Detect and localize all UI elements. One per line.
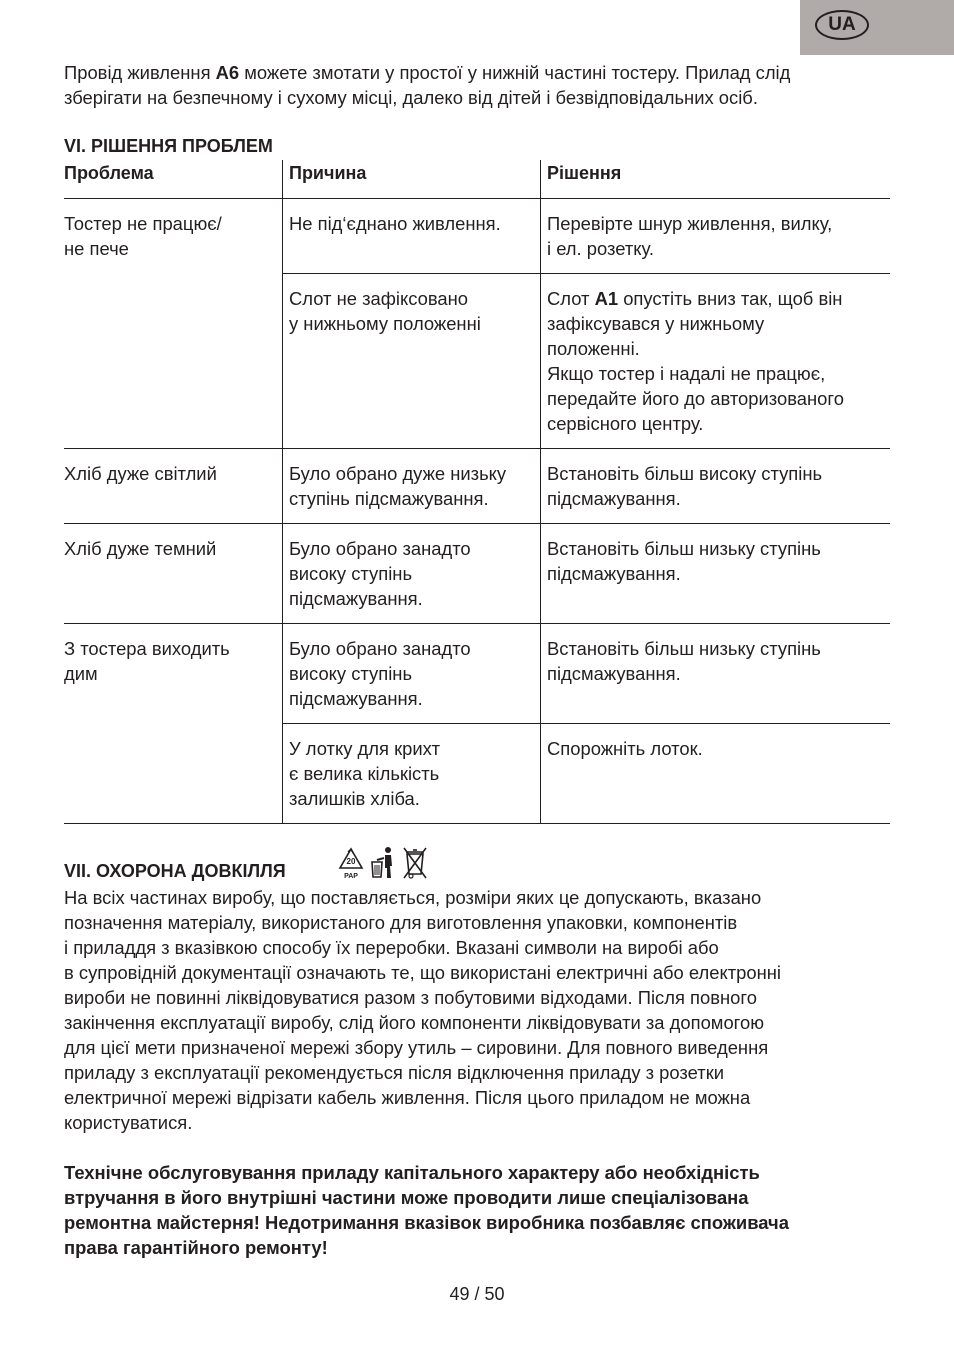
solution-text: Перевірте шнур живлення, вилку, — [547, 213, 833, 234]
environment-text: електричної мережі відрізати кабель живлення. Після цього приладом не можна — [64, 1087, 751, 1108]
cause-text: Не під‘єднано живлення. — [289, 213, 501, 234]
cause-cell — [283, 199, 541, 274]
solution-text: сервісного центру. — [547, 413, 704, 434]
environment-text: вироби не повинні ліквідовуватися разом з побутовими відходами. Після повного — [64, 987, 757, 1008]
crossed-out-wheelie-bin-icon — [401, 846, 429, 885]
table-row — [64, 624, 890, 724]
cause-text: Було обрано занадто — [289, 638, 471, 659]
page-number: 49 / 50 — [449, 1284, 505, 1304]
solution-cell — [541, 624, 891, 724]
table-row — [64, 524, 890, 624]
solution-text: Встановіть більш високу ступінь — [547, 463, 823, 484]
recycle-20-pap-icon — [337, 846, 365, 887]
solution-text: підсмажування. — [547, 563, 681, 584]
solution-text: опустіть вниз так, щоб він — [618, 288, 843, 309]
intro-paragraph — [64, 60, 894, 110]
table-row — [64, 449, 890, 524]
cause-cell — [283, 724, 541, 824]
intro-text: можете змотати у простої у нижній частині тостеру. Прилад слід — [239, 62, 791, 83]
solution-cell — [541, 274, 891, 449]
column-header-solution: Рішення — [541, 160, 891, 199]
problem-text: не пече — [64, 238, 129, 259]
problem-text: дим — [64, 663, 98, 684]
cause-cell — [283, 624, 541, 724]
environment-text: в супровідній документації означають те, що використані електричні або електронні — [64, 962, 781, 983]
intro-text: Провід живлення — [64, 62, 216, 83]
cause-text: у нижньому положенні — [289, 313, 481, 334]
section-title-environment: VII. ОХОРОНА ДОВКІЛЛЯ — [64, 861, 286, 881]
warning-text: Технічне обслуговування приладу капітального характеру або необхідність — [64, 1162, 760, 1183]
solution-text: підсмажування. — [547, 663, 681, 684]
recycle-code: 20 — [346, 857, 356, 866]
cause-text: високу ступінь — [289, 663, 413, 684]
intro-text: зберігати на безпечному і сухому місці, далеко від дітей і безвідповідальних осіб. — [64, 87, 758, 108]
troubleshooting-table — [64, 160, 890, 824]
cause-text: є велика кількість — [289, 763, 440, 784]
problem-text: Тостер не працює/ — [64, 213, 222, 234]
cause-text: ступінь підсмажування. — [289, 488, 489, 509]
problem-cell — [64, 524, 283, 624]
cause-text: підсмажування. — [289, 688, 423, 709]
problem-cell — [64, 199, 283, 449]
column-header-problem: Проблема — [64, 160, 283, 199]
environment-text: позначення матеріалу, використаного для виготовлення упаковки, компонентів — [64, 912, 738, 933]
recycle-material: PAP — [344, 873, 358, 880]
solution-cell — [541, 449, 891, 524]
cause-text: Було обрано дуже низьку — [289, 463, 507, 484]
environment-text: і приладдя з вказівкою способу їх переробки. Вказані символи на виробі або — [64, 937, 719, 958]
cause-cell — [283, 274, 541, 449]
cause-text: Слот не зафіксовано — [289, 288, 469, 309]
solution-text: Якщо тостер і надалі не працює, — [547, 363, 826, 384]
column-header-cause: Причина — [283, 160, 541, 199]
problem-text: Хліб дуже темний — [64, 538, 217, 559]
cause-text: Було обрано занадто — [289, 538, 471, 559]
solution-text: положенні. — [547, 338, 640, 359]
part-ref-a1: A1 — [594, 288, 619, 309]
cause-text: підсмажування. — [289, 588, 423, 609]
environment-paragraph — [64, 885, 894, 1135]
environment-text: для цієї мети призначеної мережі збору утиль – сировини. Для повного виведення — [64, 1037, 769, 1058]
cause-cell — [283, 449, 541, 524]
warning-text: втручання в його внутрішні частини може проводити лише спеціалізована — [64, 1187, 749, 1208]
warning-text: ремонтна майстерня! Недотримання вказівок виробника позбавляє споживача — [64, 1212, 789, 1233]
solution-text: Слот — [547, 288, 595, 309]
solution-text: і ел. розетку. — [547, 238, 654, 259]
solution-text: Встановіть більш низьку ступінь — [547, 538, 821, 559]
table-row — [64, 199, 890, 274]
environment-text: На всіх частинах виробу, що поставляється, розміри яких це допускають, вказано — [64, 887, 762, 908]
problem-cell — [64, 449, 283, 524]
solution-text: Встановіть більш низьку ступінь — [547, 638, 821, 659]
tidyman-bin-icon — [369, 846, 397, 885]
solution-cell — [541, 524, 891, 624]
eco-symbols — [337, 846, 429, 882]
environment-text: приладу з експлуатації рекомендується після відключення приладу з розетки — [64, 1062, 725, 1083]
service-warning — [64, 1160, 894, 1260]
cause-text: У лотку для крихт — [289, 738, 441, 759]
solution-text: Спорожніть лоток. — [547, 738, 703, 759]
solution-text: зафіксувався у нижньому — [547, 313, 765, 334]
solution-cell — [541, 199, 891, 274]
cause-text: високу ступінь — [289, 563, 413, 584]
language-badge: UA — [815, 10, 869, 40]
warning-text: права гарантійного ремонту! — [64, 1237, 328, 1258]
part-ref-a6: A6 — [215, 62, 240, 83]
language-tab — [800, 0, 954, 55]
cause-cell — [283, 524, 541, 624]
cause-text: залишків хліба. — [289, 788, 420, 809]
problem-cell — [64, 624, 283, 824]
problem-text: Хліб дуже світлий — [64, 463, 217, 484]
solution-text: передайте його до авторизованого — [547, 388, 844, 409]
environment-text: закінчення експлуатації виробу, слід його компоненти ліквідовувати за допомогою — [64, 1012, 764, 1033]
environment-text: користуватися. — [64, 1112, 193, 1133]
solution-cell — [541, 724, 891, 824]
problem-text: З тостера виходить — [64, 638, 230, 659]
solution-text: підсмажування. — [547, 488, 681, 509]
section-title-troubleshooting: VI. РІШЕННЯ ПРОБЛЕМ — [64, 136, 273, 156]
